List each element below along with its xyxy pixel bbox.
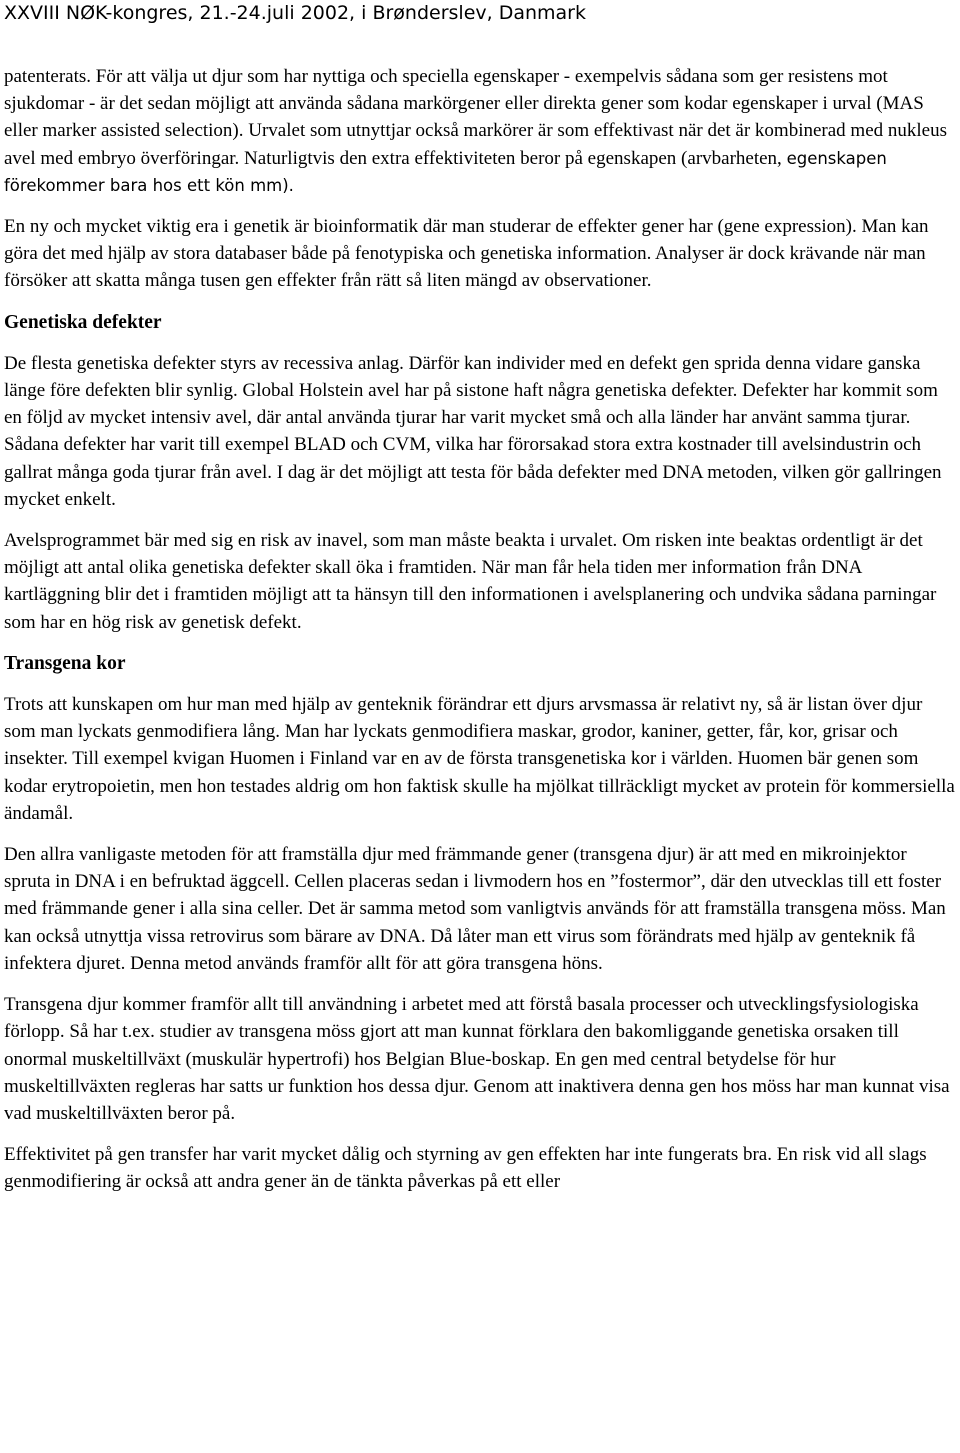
section-heading: Genetiska defekter [4, 311, 162, 333]
paragraph: De flesta genetiska defekter styrs av recessiva anlag. Därför kan individer med en defekt gen sprida denna vidare ganska länge före defekten blir synlig. Global Holstein avel har på sistone haft några genetiska defekter. Defekter har kommit som en följd av mycket intensiv avel, där antal använda tjurar har varit mycket små och alla länder har använt samma tjurar. Sådana defekter har varit till exempel BLAD och CVM, vilka har förorsakad stora extra kostnader till avelsindustrin och gallrat många goda tjurar från avel. I dag är det möjligt att testa för båda defekter med DNA metoden, vilken gör gallringen mycket enkelt. [4, 352, 942, 510]
paragraph-text-sans: egenskapen förekommer bara hos ett kön mm). [4, 148, 887, 195]
paragraph-text: patenterats. För att välja ut djur som har nyttiga och speciella egenskaper - exempelvis sådana som ger resistens mot sjukdomar - är det sedan möjligt att använda sådana markörgener eller direkta gener som kodar egenskaper i urval (MAS eller marker assisted selection). Urvalet som utnyttjar också markörer är som effektivast när det är kombinerad med nukleus avel med embryo överföringar. Naturligtvis den extra effektiviteten beror på egenskapen (arvbarheten, [4, 66, 947, 169]
paragraph: Avelsprogrammet bär med sig en risk av inavel, som man måste beakta i urvalet. Om risken inte beaktas ordentligt är det möjligt att antal olika genetiska defekter skall öka i framtiden. När man får hela tiden mer information från DNA kartläggning blir det i framtiden möjligt att ta hänsyn till den informationen i avelsplanering och undvika sådana parningar som har en hög risk av genetisk defekt. [4, 530, 937, 633]
paragraph: Den allra vanligaste metoden för att framställa djur med främmande gener (transgena djur) är att med en mikroinjektor spruta in DNA i en befruktad äggcell. Cellen placeras sedan i livmodern hos en ”fostermor”, där den utvecklas till ett foster med främmande gener i alla sina celler. Det är samma metod som vanligtvis används för att framställa transgena möss. Man kan också utnyttja vissa retrovirus som bärare av DNA. Då låter man ett virus som förändrats med hjälp av genteknik få infektera djuret. Denna metod används framför allt för att göra transgena höns. [4, 844, 946, 974]
paragraph: En ny och mycket viktig era i genetik är bioinformatik där man studerar de effekter gener har (gene expression). Man kan göra det med hjälp av stora databaser både på fenotypiska och genetiska information. Analyser är dock krävande när man försöker att skatta många tusen gen effekter från rätt så liten mängd av observationer. [4, 216, 929, 292]
running-header: XXVIII NØK-kongres, 21.-24.juli 2002, i Brønderslev, Danmark [4, 2, 586, 24]
section-heading: Transgena kor [4, 652, 126, 674]
paragraph: Trots att kunskapen om hur man med hjälp av genteknik förändrar ett djurs arvsmassa är relativt ny, så är listan över djur som man lyckats genmodifiera lång. Man har lyckats genmodifiera maskar, grodor, kaniner, getter, får, kor, grisar och insekter. Till exempel kvigan Huomen i Finland var en av de första transgenetiska kor i världen. Huomen bär genen som kodar erytropoietin, men hon testades aldrig om hon faktisk skulle ha mjölkat tillräckligt mycket av protein för kommersiella ändamål. [4, 694, 955, 824]
paragraph: Effektivitet på gen transfer har varit mycket dålig och styrning av gen effekten har inte fungerats bra. En risk vid all slags genmodifiering är också att andra gener än de tänkta påverkas på ett eller [4, 1144, 927, 1193]
paragraph: Transgena djur kommer framför allt till användning i arbetet med att förstå basala processer och utvecklingsfysiologiska förlopp. Så har t.ex. studier av transgena möss gjort att man kunnat förklara den bakomliggande genetiska orsaken till onormal muskeltillväxt (muskulär hypertrofi) hos Belgian Blue-boskap. En gen med central betydelse för hur muskeltillväxten regleras har satts ur funktion hos dessa djur. Genom att inaktivera denna gen hos möss har man kunnat visa vad muskeltillväxten beror på. [4, 994, 950, 1124]
paragraph [4, 63, 956, 199]
document-body [4, 63, 956, 1210]
